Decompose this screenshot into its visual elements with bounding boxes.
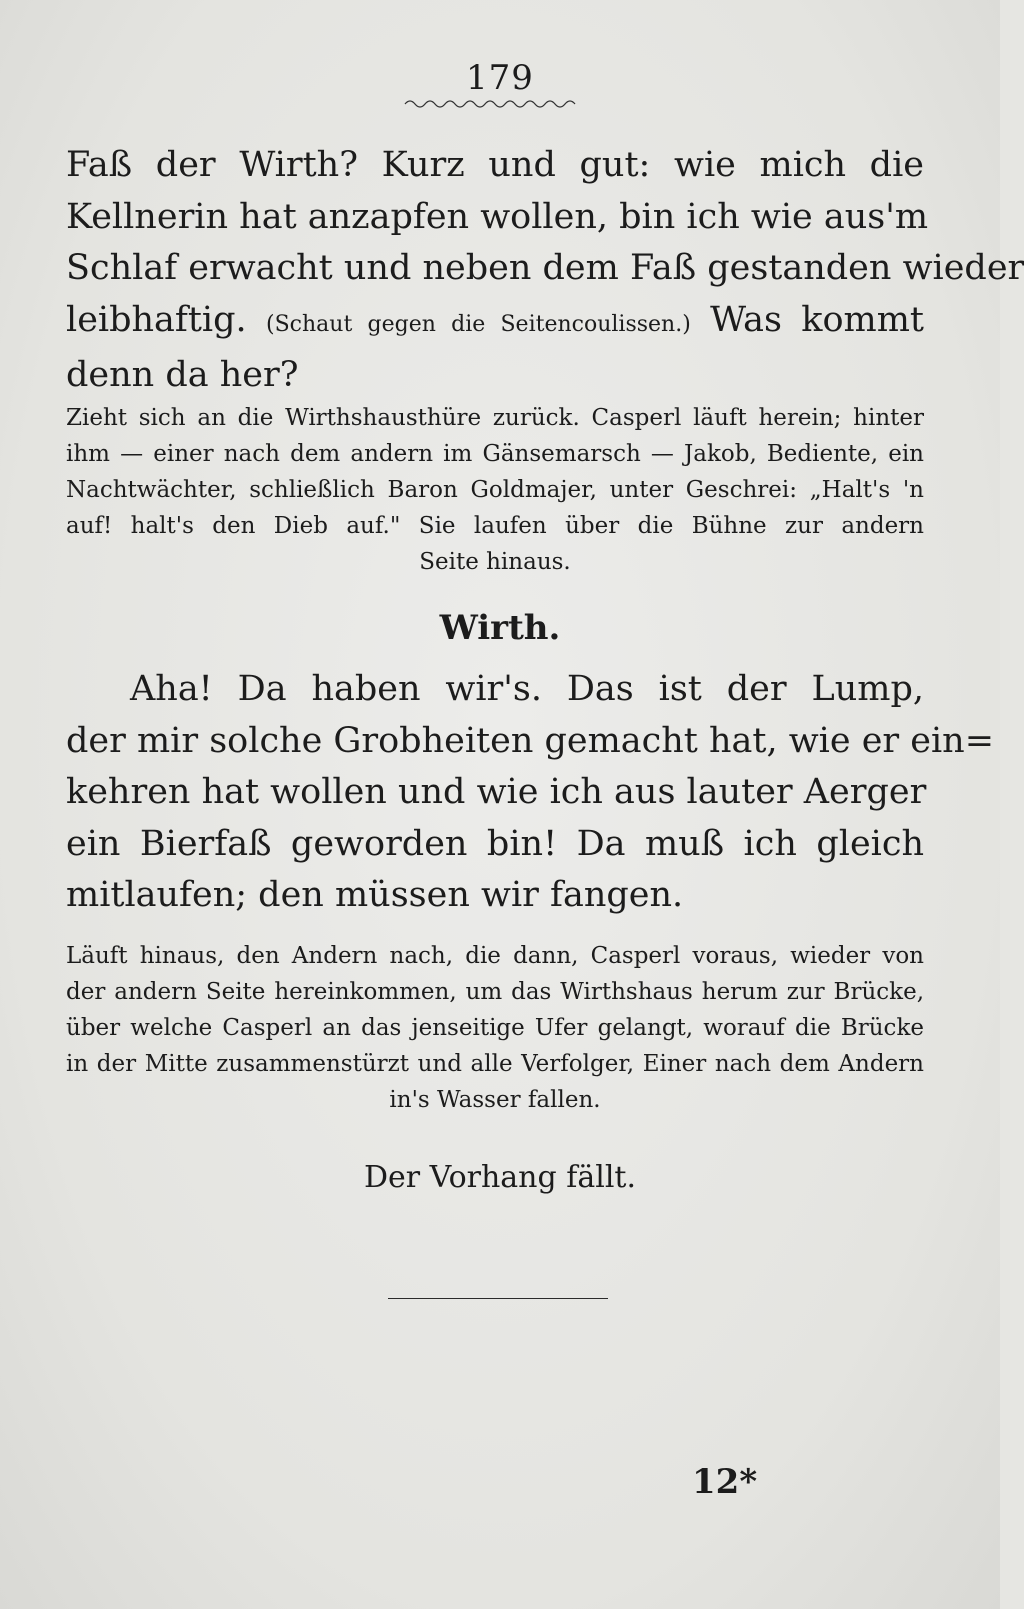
text-line — [66, 295, 924, 351]
text-line: Nachtwächter, schließlich Baron Goldmajer, unter Geschrei: „Halt's 'n — [66, 477, 924, 503]
text-line: kehren hat wollen und wie ich aus lauter Aerger — [66, 772, 927, 812]
speech-continuation — [66, 140, 1024, 402]
text-line: auf! halt's den Dieb auf." Sie laufen über die Bühne zur andern — [66, 513, 924, 539]
text-line: Aha! Da haben wir's. Das ist der Lump, — [130, 669, 924, 709]
text-line: Läuft hinaus, den Andern nach, die dann, Casperl voraus, wieder von — [66, 943, 924, 969]
text-line: in's Wasser fallen. — [389, 1087, 601, 1113]
curtain-line: Der Vorhang fällt. — [363, 1160, 637, 1195]
stage-direction-inline: (Schaut gegen die Seitencoulissen.) — [266, 311, 691, 337]
stage-direction — [66, 400, 924, 580]
text-fragment: Was kommt — [710, 299, 924, 340]
text-line: in der Mitte zusammenstürzt und alle Verfolger, Einer nach dem Andern — [66, 1051, 924, 1077]
text-line: Kellnerin hat anzapfen wollen, bin ich wie aus'm — [66, 196, 929, 237]
speech-wirth — [66, 664, 995, 922]
text-line: der mir solche Grobheiten gemacht hat, wie er ein= — [66, 720, 995, 761]
text-line: Zieht sich an die Wirthshausthüre zurück. Casperl läuft herein; hinter — [66, 405, 924, 431]
text-line: denn da her? — [66, 355, 299, 395]
text-line: ihm — einer nach dem andern im Gänsemarsch — Jakob, Bediente, ein — [66, 441, 924, 467]
text-line: über welche Casperl an das jenseitige Ufer gelangt, worauf die Brücke — [66, 1015, 924, 1041]
speaker-name: Wirth. — [439, 608, 561, 648]
text-line: Faß der Wirth? Kurz und gut: wie mich die — [66, 145, 924, 185]
end-rule — [388, 1298, 608, 1299]
text-line: Seite hinaus. — [419, 549, 571, 575]
text-fragment: leibhaftig. — [66, 299, 247, 340]
text-line: der andern Seite hereinkommen, um das Wirthshaus herum zur Brücke, — [66, 979, 924, 1005]
text-line: ein Bierfaß geworden bin! Da muß ich gleich — [66, 823, 924, 864]
text-line: Schlaf erwacht und neben dem Faß gestanden wieder — [66, 248, 1024, 288]
page-number: 179 — [466, 58, 534, 98]
stage-direction — [66, 938, 924, 1118]
wavy-ornament — [405, 96, 575, 110]
signature-mark: 12* — [692, 1462, 758, 1502]
text-line: mitlaufen; den müssen wir fangen. — [66, 875, 684, 915]
